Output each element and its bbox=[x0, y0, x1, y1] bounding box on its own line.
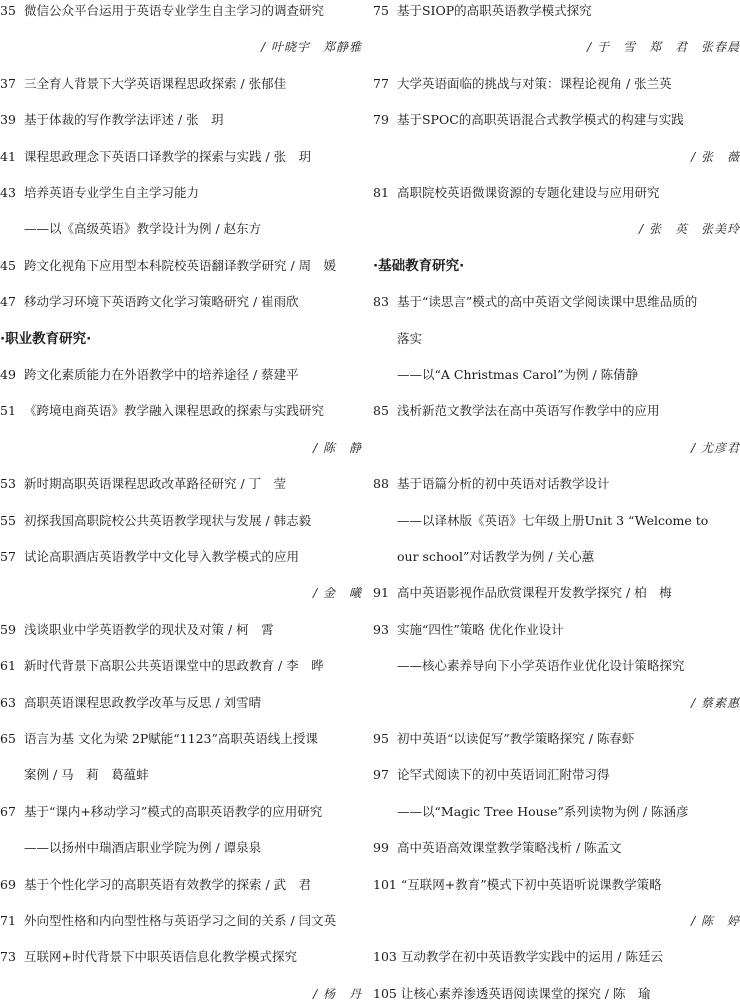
entry-continuation: ——以“A Christmas Carol”为例 / 陈倩静 bbox=[397, 367, 639, 382]
toc-entry bbox=[373, 582, 740, 604]
page-number: 67 bbox=[0, 803, 16, 819]
toc-entry bbox=[373, 764, 740, 786]
entry-title: 新时期高职英语课程思政改革路径研究 / 丁 莹 bbox=[20, 476, 287, 492]
page-number: 43 bbox=[0, 185, 16, 200]
entry-title: 外向型性格和内向型性格与英语学习之间的关系 / 闫文英 bbox=[20, 913, 337, 928]
section-heading: ·职业教育研究· bbox=[0, 330, 92, 347]
entry-title: 《跨境电商英语》教学融入课程思政的探索与实践研究 bbox=[20, 403, 324, 419]
toc-entry bbox=[0, 73, 362, 95]
entry-title: 让核心素养渗透英语阅读课堂的探究 / 陈 瑜 bbox=[396, 985, 651, 1001]
entry-title: 跨文化素质能力在外语教学中的培养途径 / 蔡建平 bbox=[20, 367, 299, 382]
entry-continuation: 落实 bbox=[397, 330, 423, 346]
page-number: 35 bbox=[0, 3, 16, 18]
entry-continuation: ——核心素养导向下小学英语作业优化设计策略探究 bbox=[397, 658, 685, 674]
page-number: 57 bbox=[0, 549, 16, 564]
entry-continuation: 案例 / 马 莉 葛蕴蚌 bbox=[24, 767, 149, 783]
page-number: 39 bbox=[0, 112, 16, 128]
entry-title: 三全育人背景下大学英语课程思政探索 / 张郁佳 bbox=[20, 75, 287, 91]
toc-entry bbox=[0, 182, 362, 204]
entry-title: 培养英语专业学生自主学习能力 bbox=[20, 185, 199, 200]
toc-entry bbox=[0, 364, 362, 386]
entry-author: / 叶晓宇 郑静雅 bbox=[261, 40, 362, 55]
entry-title: 移动学习环境下英语跨文化学习策略研究 / 崔雨欣 bbox=[20, 294, 299, 310]
toc-entry bbox=[373, 837, 740, 859]
entry-author: / 蔡素惠 bbox=[691, 695, 740, 710]
page-number: 45 bbox=[0, 257, 16, 273]
entry-title: 语言为基 文化为梁 2P赋能“1123”高职英语线上授课 bbox=[20, 731, 318, 746]
entry-title: 基于SPOC的高职英语混合式教学模式的构建与实践 bbox=[393, 112, 684, 128]
entry-title: 新时代背景下高职公共英语课堂中的思政教育 / 李 晔 bbox=[20, 658, 324, 674]
page-number: 91 bbox=[373, 585, 389, 601]
entry-title: 试论高职酒店英语教学中文化导入教学模式的应用 bbox=[20, 549, 299, 564]
toc-entry bbox=[373, 400, 740, 422]
entry-author: / 张 薇 bbox=[691, 149, 740, 164]
toc-entry bbox=[373, 473, 740, 495]
toc-entry bbox=[0, 801, 362, 823]
page-number: 101 bbox=[373, 876, 397, 892]
page-number: 88 bbox=[373, 476, 389, 492]
entry-continuation: ——以扬州中瑞酒店职业学院为例 / 谭泉泉 bbox=[24, 840, 262, 856]
page-number: 71 bbox=[0, 913, 16, 928]
entry-author: / 杨 丹 bbox=[313, 986, 362, 1001]
page-number: 75 bbox=[373, 3, 389, 18]
toc-entry bbox=[373, 109, 740, 131]
entry-continuation: ——以译林版《英语》七年级上册Unit 3 “Welcome to bbox=[397, 512, 709, 528]
toc-entry bbox=[0, 655, 362, 677]
page-number: 83 bbox=[373, 294, 389, 310]
page-number: 53 bbox=[0, 476, 16, 492]
page-number: 77 bbox=[373, 75, 389, 91]
toc-entry bbox=[0, 255, 362, 277]
entry-continuation: ——以《高级英语》教学设计为例 / 赵东方 bbox=[24, 221, 262, 237]
entry-author: / 陈 静 bbox=[313, 440, 362, 455]
entry-title: 浅析新范文教学法在高中英语写作教学中的应用 bbox=[393, 403, 660, 419]
toc-entry bbox=[373, 619, 740, 641]
entry-title: 论罕式阅读下的初中英语词汇附带习得 bbox=[393, 767, 610, 783]
toc-entry bbox=[0, 874, 362, 896]
entry-continuation: ——以“Magic Tree House”系列读物为例 / 陈涵彦 bbox=[397, 803, 689, 819]
entry-title: 浅谈职业中学英语教学的现状及对策 / 柯 霄 bbox=[20, 621, 274, 637]
page-number: 65 bbox=[0, 731, 16, 746]
page-number: 97 bbox=[373, 767, 389, 783]
page-number: 69 bbox=[0, 876, 16, 892]
entry-title: 课程思政理念下英语口译教学的探索与实践 / 张 玥 bbox=[20, 148, 312, 164]
toc-entry bbox=[0, 946, 362, 968]
entry-continuation: our school”对话教学为例 / 关心蕙 bbox=[397, 549, 595, 564]
entry-title: 互动教学在初中英语教学实践中的运用 / 陈廷云 bbox=[396, 949, 663, 965]
toc-entry bbox=[0, 510, 362, 532]
page-number: 93 bbox=[373, 621, 389, 637]
page-number: 79 bbox=[373, 112, 389, 128]
toc-entry bbox=[0, 728, 362, 750]
toc-entry bbox=[0, 0, 362, 22]
toc-entry bbox=[0, 400, 362, 422]
page-number: 47 bbox=[0, 294, 16, 310]
toc-entry bbox=[0, 109, 362, 131]
page-number: 61 bbox=[0, 658, 16, 674]
entry-title: 初中英语“以读促写”教学策略探究 / 陈春虾 bbox=[393, 731, 635, 746]
toc-entry bbox=[0, 146, 362, 168]
toc-entry bbox=[0, 910, 362, 932]
entry-title: 互联网+时代背景下中职英语信息化教学模式探究 bbox=[20, 949, 297, 965]
entry-title: 大学英语面临的挑战与对策：课程论视角 / 张兰英 bbox=[393, 75, 672, 91]
entry-title: 基于体裁的写作教学法评述 / 张 玥 bbox=[20, 112, 224, 128]
entry-title: 基于个性化学习的高职英语有效教学的探索 / 武 君 bbox=[20, 876, 312, 892]
page-number: 95 bbox=[373, 731, 389, 746]
entry-title: 高职院校英语微课资源的专题化建设与应用研究 bbox=[393, 185, 660, 200]
entry-author: / 尤彦君 bbox=[691, 440, 740, 455]
entry-title: 实施“四性”策略 优化作业设计 bbox=[393, 621, 564, 637]
entry-title: 基于“课内+移动学习”模式的高职英语教学的应用研究 bbox=[20, 803, 323, 819]
toc-entry bbox=[373, 946, 740, 968]
page-number: 99 bbox=[373, 840, 389, 856]
entry-title: “互联网+教育”模式下初中英语听说课教学策略 bbox=[396, 876, 662, 892]
entry-title: 跨文化视角下应用型本科院校英语翻译教学研究 / 周 媛 bbox=[20, 257, 337, 273]
page-number: 85 bbox=[373, 403, 389, 419]
toc-entry bbox=[0, 619, 362, 641]
entry-title: 高中英语高效课堂教学策略浅析 / 陈孟文 bbox=[393, 840, 622, 856]
page-number: 105 bbox=[373, 985, 397, 1001]
toc-entry bbox=[373, 182, 740, 204]
entry-title: 基于语篇分析的初中英语对话教学设计 bbox=[393, 476, 610, 492]
page-number: 103 bbox=[373, 949, 397, 965]
entry-author: / 张 英 张美玲 bbox=[639, 222, 740, 237]
entry-author: / 陈 婷 bbox=[691, 914, 740, 928]
page-number: 51 bbox=[0, 403, 16, 419]
page-number: 49 bbox=[0, 367, 16, 382]
toc-entry bbox=[373, 728, 740, 750]
entry-title: 基于SIOP的高职英语教学模式探究 bbox=[393, 3, 592, 18]
entry-author: / 金 曦 bbox=[313, 586, 362, 601]
page-number: 81 bbox=[373, 185, 389, 200]
toc-entry bbox=[373, 874, 740, 896]
toc-entry bbox=[373, 73, 740, 95]
toc-entry bbox=[373, 0, 740, 22]
entry-author: / 于 雪 郑 君 张春晨 bbox=[587, 40, 740, 55]
page-number: 59 bbox=[0, 621, 16, 637]
toc-entry bbox=[0, 546, 362, 568]
page-number: 41 bbox=[0, 148, 16, 164]
page-number: 55 bbox=[0, 512, 16, 528]
toc-entry bbox=[0, 473, 362, 495]
page-number: 37 bbox=[0, 75, 16, 91]
toc-entry bbox=[373, 291, 740, 313]
page-number: 73 bbox=[0, 949, 16, 965]
entry-title: 高职英语课程思政教学改革与反思 / 刘雪晴 bbox=[20, 694, 262, 710]
toc-entry bbox=[373, 983, 740, 1005]
entry-title: 基于“读思言”模式的高中英语文学阅读课中思维品质的 bbox=[393, 294, 698, 310]
toc-entry bbox=[0, 692, 362, 714]
toc-entry bbox=[0, 291, 362, 313]
section-heading: ·基础教育研究· bbox=[373, 257, 465, 274]
page-number: 63 bbox=[0, 694, 16, 710]
entry-title: 初探我国高职院校公共英语教学现状与发展 / 韩志毅 bbox=[20, 512, 312, 528]
entry-title: 微信公众平台运用于英语专业学生自主学习的调查研究 bbox=[20, 3, 324, 18]
entry-title: 高中英语影视作品欣赏课程开发教学探究 / 柏 梅 bbox=[393, 585, 672, 601]
